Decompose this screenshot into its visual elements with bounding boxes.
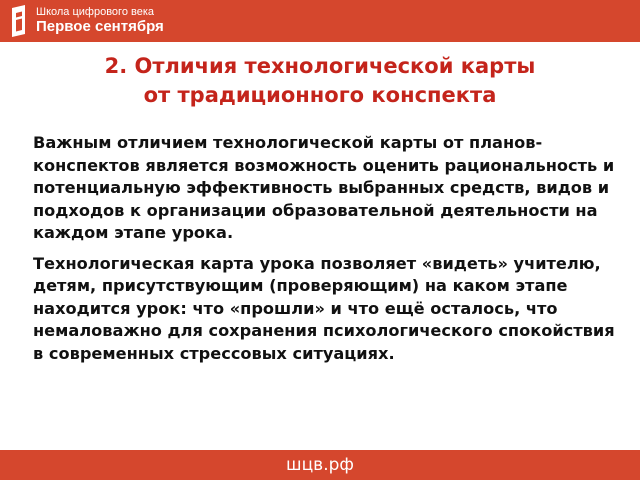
title-line2: от традиционного конспекта: [143, 83, 497, 107]
logo-line2: Первое сентября: [36, 17, 164, 35]
paragraph-1: Важным отличием технологической карты от планов-конспектов является возможность оценить рациональность и потенциальную эффективность выбранных средств, видов и подходов к организации образовательной деятельности на каждом этапе урока.: [33, 133, 615, 242]
logo-line1: Школа цифрового века: [36, 6, 155, 19]
header-bar: [0, 0, 640, 42]
footer-bar: [0, 450, 640, 480]
logo-text: [36, 7, 164, 34]
logo: [8, 3, 164, 39]
page-title: [0, 52, 640, 110]
slide-content: [33, 132, 623, 373]
logo-icon: [8, 4, 30, 38]
paragraph-2: Технологическая карта урока позволяет «видеть» учителю, детям, присутствующим (проверяющим) на каком этапе находится урок: что «прошли» и что ещё осталось, что немаловажно для сохранения психологического спокойствия в современных стрессовых ситуациях.: [33, 253, 615, 363]
title-line1: 2. Отличия технологической карты: [104, 54, 536, 78]
footer-site-link[interactable]: шцв.рф: [286, 455, 354, 475]
